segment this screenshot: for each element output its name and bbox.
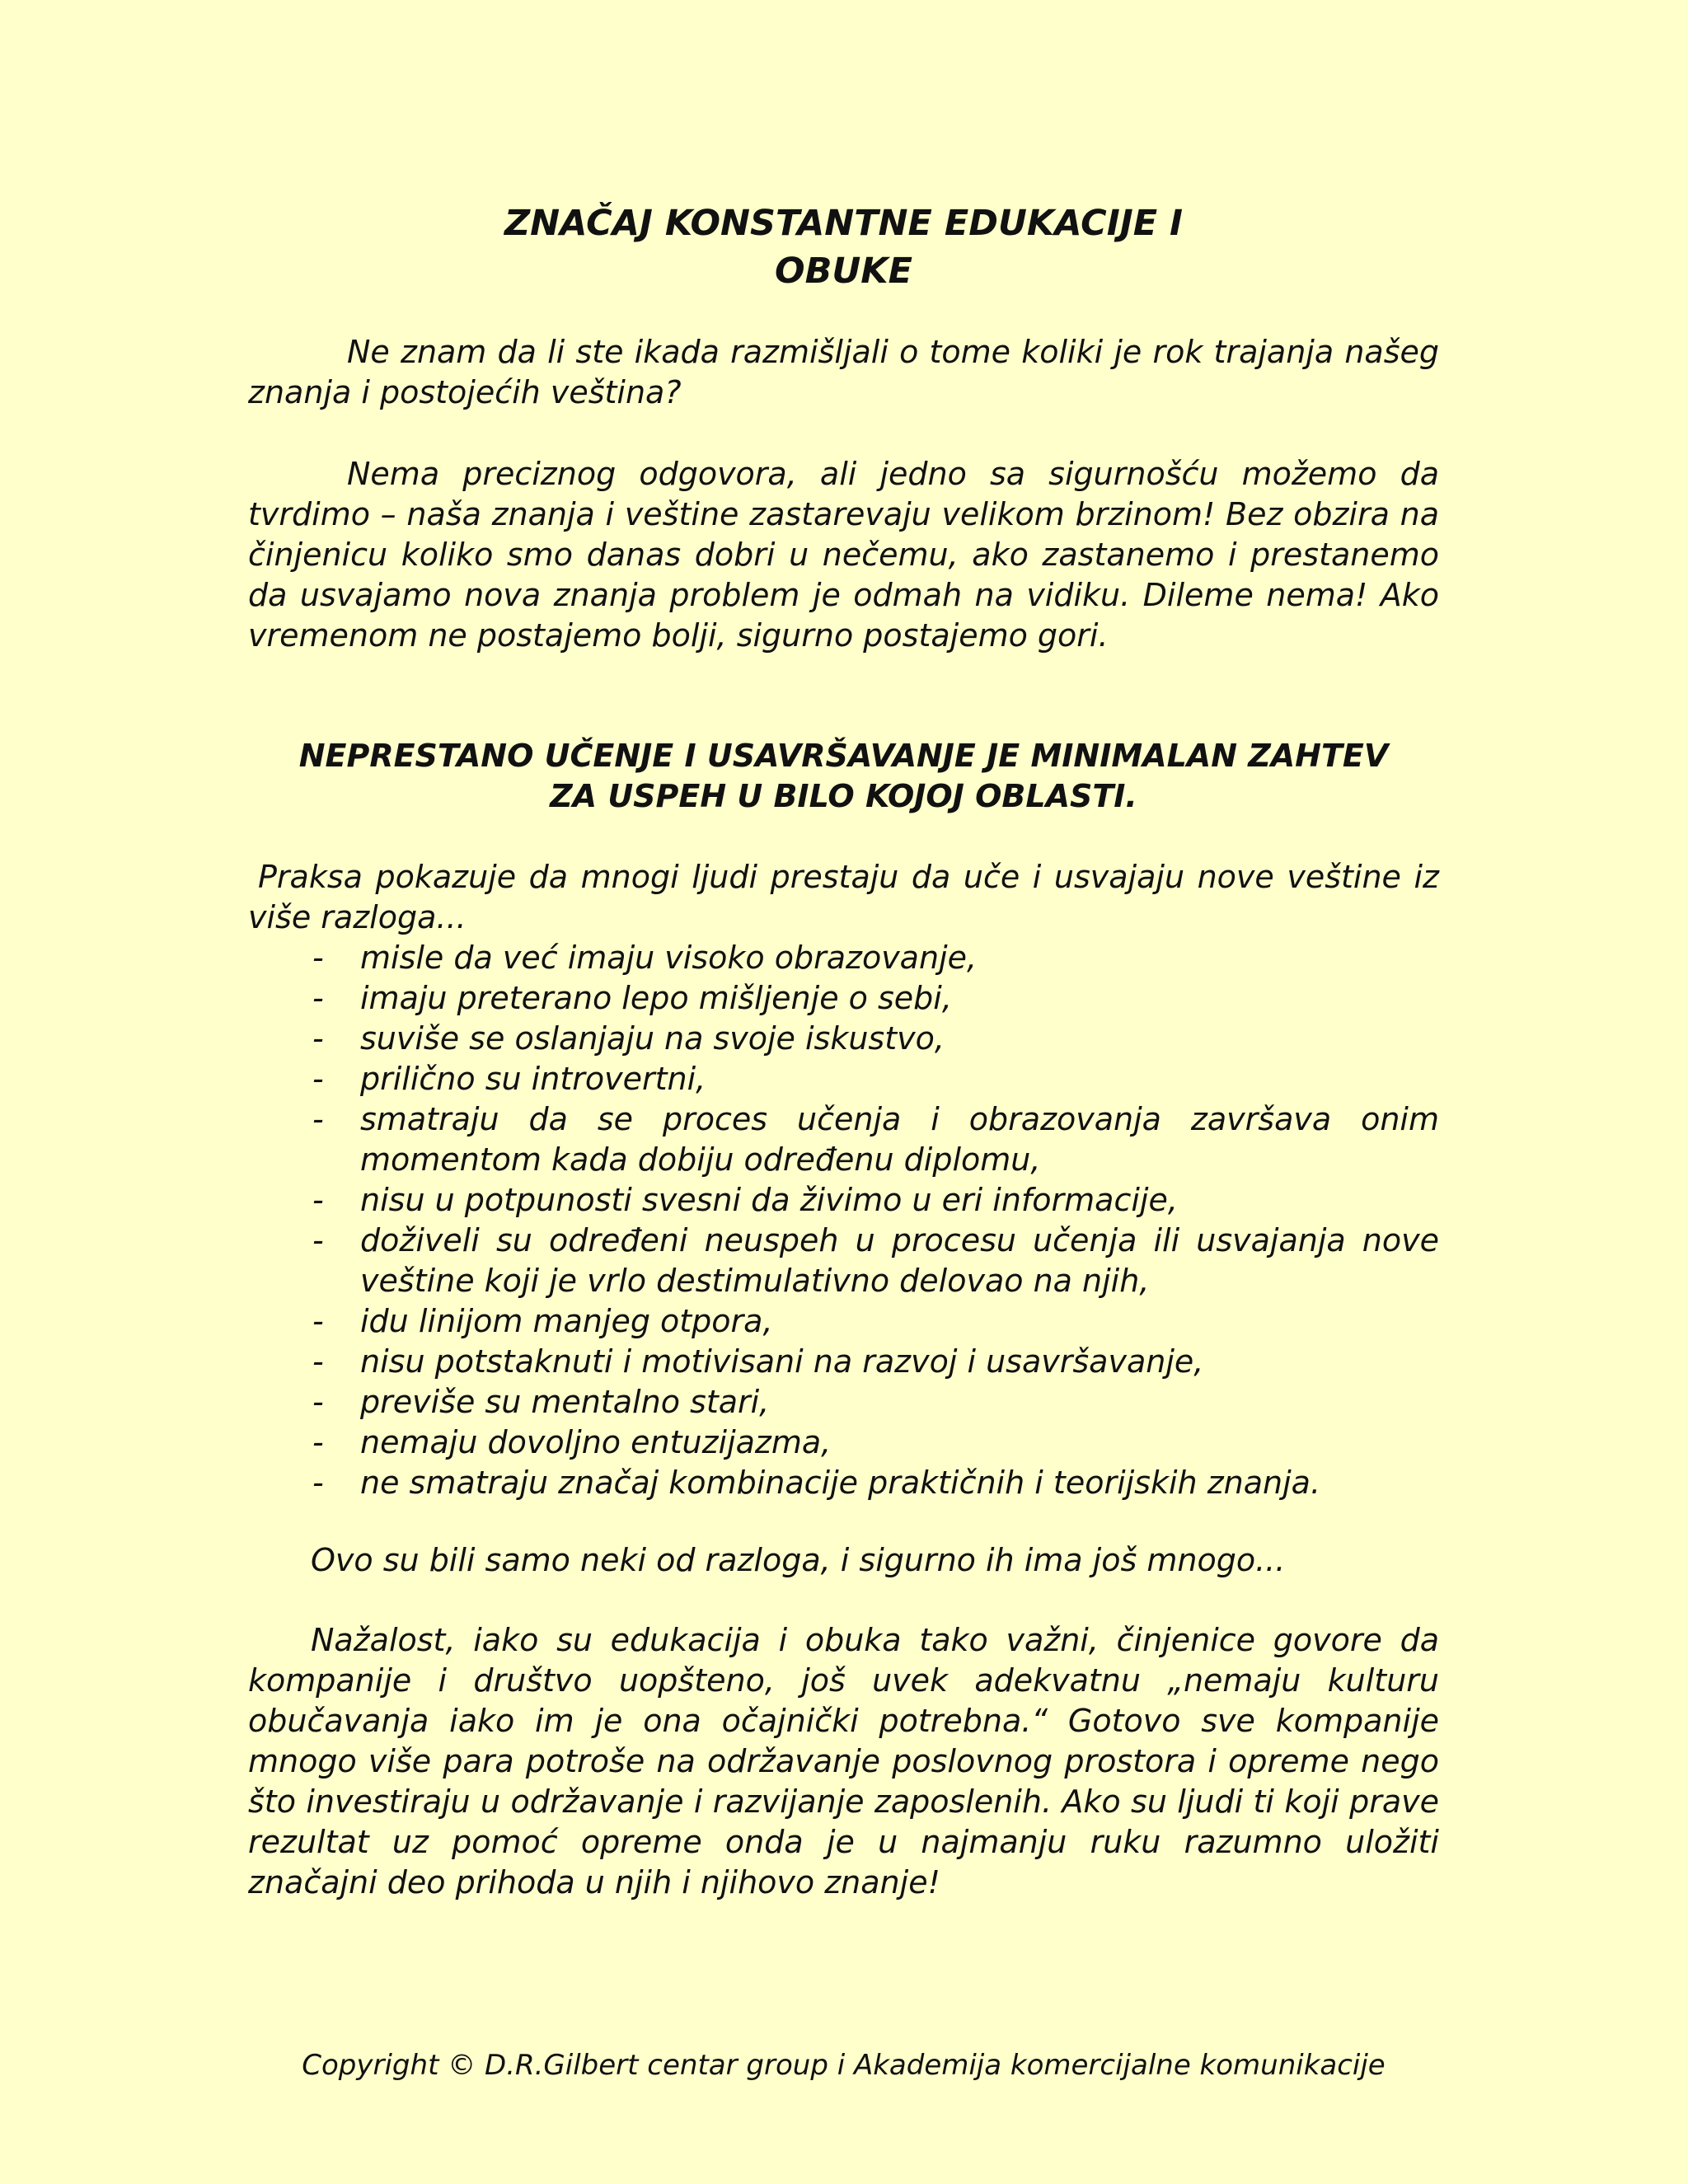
reason-text: nisu u potpunosti svesni da živimo u eri informacije,	[360, 1182, 1178, 1218]
bullet-dash: -	[312, 1101, 324, 1137]
document-title-line-1: ZNAČAJ KONSTANTNE EDUKACIJE I	[504, 203, 1184, 244]
intro-paragraph: Ne znam da li ste ikada razmišljali o tome koliki je rok trajanja našeg znanja i postojećih veština?	[248, 334, 1439, 410]
bullet-dash: -	[312, 1182, 324, 1218]
reason-text: idu linijom manjeg otpora,	[360, 1303, 773, 1339]
reason-item	[248, 938, 1439, 978]
emphasis-statement	[248, 736, 1439, 817]
reason-text: nemaju dovoljno entuzijazma,	[360, 1424, 832, 1460]
bullet-dash: -	[312, 1222, 324, 1258]
summary-paragraph: Ovo su bili samo neki od razloga, i sigurno ih ima još mnogo...	[311, 1542, 1286, 1578]
reason-text: doživeli su određeni neuspeh u procesu učenja ili usvajanja nove veštine koji je vrlo destimulativno delovao na njih,	[360, 1222, 1439, 1299]
reason-item	[248, 1221, 1439, 1301]
reason-item	[248, 1382, 1439, 1422]
bullet-dash: -	[312, 1303, 324, 1339]
reasons-list	[248, 938, 1439, 1503]
reason-item	[248, 1301, 1439, 1342]
bullet-dash: -	[312, 1424, 324, 1460]
bullet-dash: -	[312, 1384, 324, 1420]
reason-item	[248, 1463, 1439, 1503]
reason-item	[248, 1422, 1439, 1463]
reason-text: previše su mentalno stari,	[360, 1384, 770, 1420]
document-page	[248, 0, 1439, 2184]
document-title	[248, 199, 1439, 295]
reason-item	[248, 1342, 1439, 1382]
bullet-dash: -	[312, 1465, 324, 1501]
emphasis-line-2: ZA USPEH U BILO KOJOJ OBLASTI.	[550, 778, 1137, 814]
bullet-dash: -	[312, 940, 324, 976]
reason-text: misle da već imaju visoko obrazovanje,	[360, 940, 978, 976]
document-title-line-2: OBUKE	[775, 251, 912, 292]
bullet-dash: -	[312, 1343, 324, 1380]
reason-item	[248, 1180, 1439, 1221]
reason-text: smatraju da se proces učenja i obrazovanja završava onim momentom kada dobiju određenu diplomu,	[360, 1101, 1439, 1178]
bullet-dash: -	[312, 1020, 324, 1057]
emphasis-line-1: NEPRESTANO UČENJE I USAVRŠAVANJE JE MINIMALAN ZAHTEV	[298, 738, 1389, 774]
copyright-footer: Copyright © D.R.Gilbert centar group i Akademija komercijalne komunikacije	[302, 2049, 1386, 2082]
reason-text: imaju preterano lepo mišljenje o sebi,	[360, 980, 952, 1016]
bullet-dash: -	[312, 1061, 324, 1097]
practice-paragraph: Praksa pokazuje da mnogi ljudi prestaju da uče i usvajaju nove veštine iz više razloga...	[248, 859, 1439, 935]
conclusion-paragraph: Nažalost, iako su edukacija i obuka tako važni, činjenice govore da kompanije i društvo uopšteno, još uvek adekvatnu „nemaju kulturu obučavanja iako im je ona očajnički potrebna.“ Gotovo sve kompanije mnogo više para potroše na održavanje poslovnog prostora i opreme nego što investiraju u održavanje i razvijanje zaposlenih. Ako su ljudi ti koji prave rezultat uz pomoć opreme onda je u najmanju ruku razumno uložiti značajni deo prihoda u njih i njihovo znanje!	[248, 1622, 1439, 1900]
reason-item	[248, 978, 1439, 1019]
reason-text: suviše se oslanjaju na svoje iskustvo,	[360, 1020, 945, 1057]
reason-text: ne smatraju značaj kombinacije praktičnih i teorijskih znanja.	[360, 1465, 1321, 1501]
reason-item	[248, 1099, 1439, 1180]
reason-item	[248, 1019, 1439, 1059]
reason-text: nisu potstaknuti i motivisani na razvoj i usavršavanje,	[360, 1343, 1204, 1380]
answer-paragraph: Nema preciznog odgovora, ali jedno sa sigurnošću možemo da tvrdimo – naša znanja i veštine zastarevaju velikom brzinom! Bez obzira na činjenicu koliko smo danas dobri u nečemu, ako zastanemo i prestanemo da usvajamo nova znanja problem je odmah na vidiku. Dileme nema! Ako vremenom ne postajemo bolji, sigurno postajemo gori.	[248, 456, 1439, 654]
reason-item	[248, 1059, 1439, 1099]
bullet-dash: -	[312, 980, 324, 1016]
reason-text: prilično su introvertni,	[360, 1061, 706, 1097]
